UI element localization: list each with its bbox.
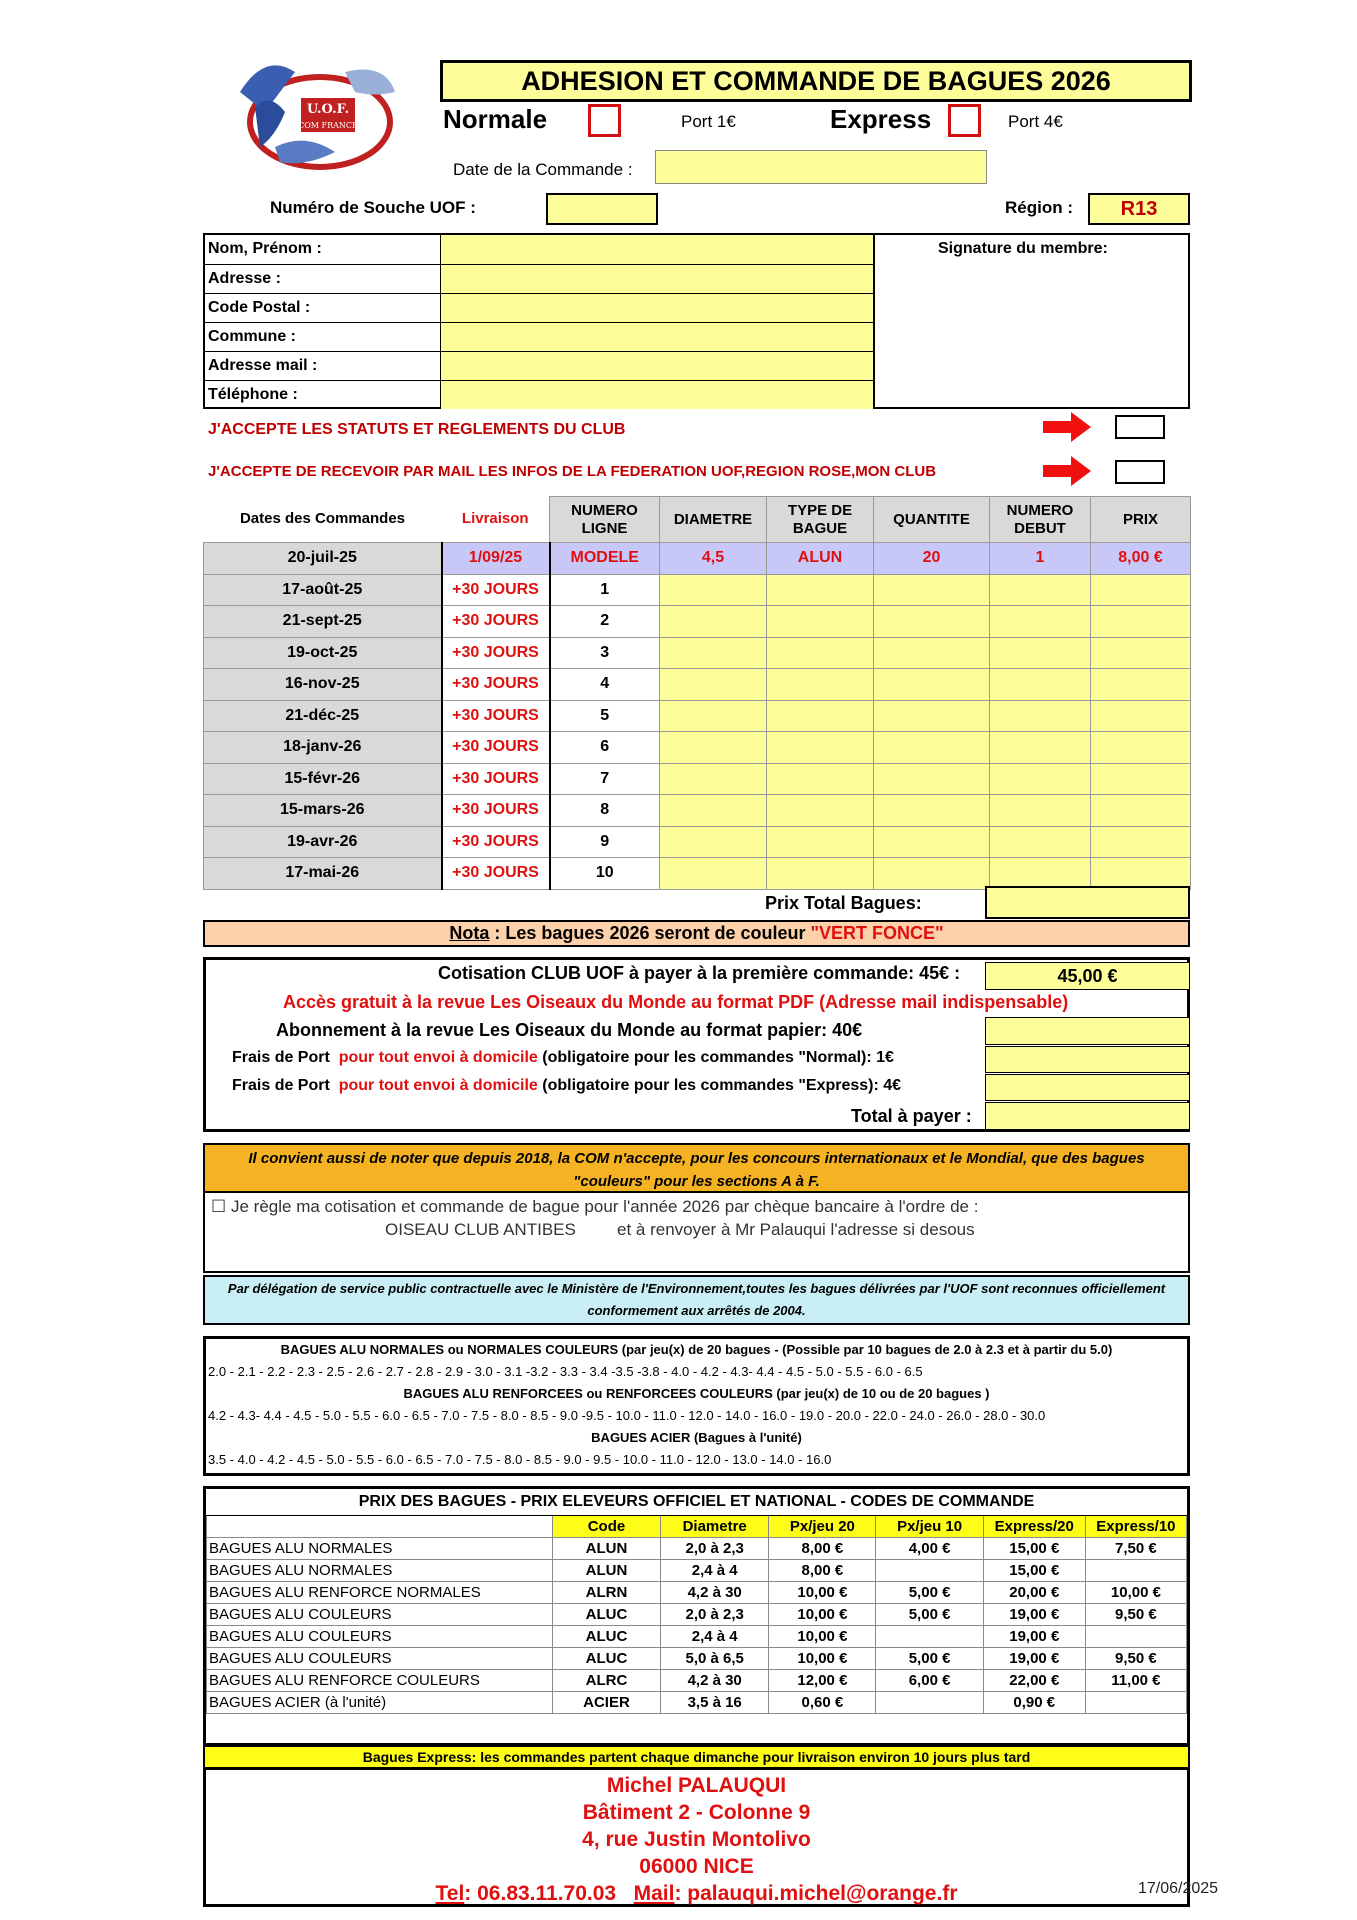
frais-label: Frais de Port bbox=[232, 1049, 330, 1066]
order-debut-input[interactable] bbox=[990, 826, 1091, 858]
order-row bbox=[204, 795, 1191, 827]
order-livraison: +30 JOURS bbox=[442, 795, 550, 827]
price-row bbox=[207, 1647, 1187, 1669]
price-express10: 10,00 € bbox=[1085, 1581, 1186, 1603]
order-livraison: +30 JOURS bbox=[442, 574, 550, 606]
region-label: Région : bbox=[1005, 198, 1073, 217]
model-type: ALUN bbox=[767, 543, 874, 575]
mail-value[interactable]: : palauqui.michel@orange.fr bbox=[674, 1882, 958, 1905]
souche-label: Numéro de Souche UOF : bbox=[270, 198, 476, 217]
order-date: 17-mai-26 bbox=[204, 858, 442, 890]
commune-label: Commune : bbox=[205, 322, 440, 351]
acces-gratuit-line: Accès gratuit à la revue Les Oiseaux du Monde au format PDF (Adresse mail indispensable) bbox=[283, 992, 1069, 1012]
price-row bbox=[207, 1581, 1187, 1603]
order-date: 18-janv-26 bbox=[204, 732, 442, 764]
express-note: Bagues Express: les commandes partent chaque dimanche pour livraison environ 10 jours plus tard bbox=[203, 1745, 1190, 1769]
order-diametre-input[interactable] bbox=[660, 574, 767, 606]
abonnement-line: Abonnement à la revue Les Oiseaux du Monde au format papier: 40€ bbox=[276, 1020, 863, 1040]
order-livraison: +30 JOURS bbox=[442, 858, 550, 890]
order-debut-input[interactable] bbox=[990, 795, 1091, 827]
price-px20: 8,00 € bbox=[769, 1559, 876, 1581]
order-ligne: 6 bbox=[550, 732, 660, 764]
order-diametre-input[interactable] bbox=[660, 763, 767, 795]
accept-statuts-checkbox[interactable] bbox=[1115, 415, 1165, 439]
price-express10 bbox=[1085, 1625, 1186, 1647]
order-type-input[interactable] bbox=[767, 795, 874, 827]
sizes-normales-list: 2.0 - 2.1 - 2.2 - 2.3 - 2.5 - 2.6 - 2.7 - 2.8 - 2.9 - 3.0 - 3.1 -3.2 - 3.3 - 3.4 -3.5 -3.8 - 4.0 - 4.2 - 4.3- 4.4 - 4.5 - 5.0 - 5.5 - 6.0 - 6.5 bbox=[208, 1364, 923, 1379]
order-ligne: 5 bbox=[550, 700, 660, 732]
order-quantite-input[interactable] bbox=[874, 606, 990, 638]
order-livraison: +30 JOURS bbox=[442, 669, 550, 701]
order-quantite-input[interactable] bbox=[874, 700, 990, 732]
prices-title: PRIX DES BAGUES - PRIX ELEVEURS OFFICIEL ET NATIONAL - CODES DE COMMANDE bbox=[207, 1489, 1187, 1515]
delegation-note: Par délégation de service public contractuelle avec le Ministère de l'Environnement,toutes les bagues délivrées par l'UOF sont reconnues officiellement conformement aux arrêtés de 2004. bbox=[203, 1275, 1190, 1325]
price-diametre: 5,0 à 6,5 bbox=[661, 1647, 769, 1669]
price-express10: 9,50 € bbox=[1085, 1647, 1186, 1669]
model-ligne: MODELE bbox=[550, 543, 660, 575]
order-date: 15-mars-26 bbox=[204, 795, 442, 827]
order-type-input[interactable] bbox=[767, 637, 874, 669]
price-name: BAGUES ALU NORMALES bbox=[207, 1559, 553, 1581]
price-diametre: 4,2 à 30 bbox=[661, 1669, 769, 1691]
nom-input[interactable] bbox=[440, 235, 874, 264]
header-numero-debut: NUMERO DEBUT bbox=[990, 497, 1091, 543]
header-numero-ligne: NUMERO LIGNE bbox=[550, 497, 660, 543]
commune-input[interactable] bbox=[440, 322, 874, 351]
model-prix: 8,00 € bbox=[1091, 543, 1191, 575]
order-quantite-input[interactable] bbox=[874, 858, 990, 890]
contact-name: Michel PALAUQUI bbox=[606, 1774, 787, 1797]
order-row bbox=[204, 669, 1191, 701]
nota-banner bbox=[203, 920, 1190, 947]
order-date: 19-oct-25 bbox=[204, 637, 442, 669]
price-row bbox=[207, 1625, 1187, 1647]
address-block bbox=[203, 1767, 1190, 1907]
address-line2: 4, rue Justin Montolivo bbox=[582, 1828, 811, 1851]
order-debut-input[interactable] bbox=[990, 700, 1091, 732]
frais-red: pour tout envoi à domicile bbox=[338, 1077, 538, 1094]
order-row bbox=[204, 763, 1191, 795]
header-quantite: QUANTITE bbox=[874, 497, 990, 543]
order-prix-input[interactable] bbox=[1091, 858, 1191, 890]
abonnement-input[interactable] bbox=[985, 1017, 1190, 1045]
order-diametre-input[interactable] bbox=[660, 700, 767, 732]
email-label: Adresse mail : bbox=[205, 351, 440, 380]
signature-area[interactable] bbox=[873, 262, 1188, 407]
address-line1: Bâtiment 2 - Colonne 9 bbox=[582, 1801, 811, 1824]
price-px20: 10,00 € bbox=[769, 1603, 876, 1625]
model-date: 20-juil-25 bbox=[204, 543, 442, 575]
footer-date: 17/06/2025 bbox=[1138, 1880, 1219, 1897]
order-livraison: +30 JOURS bbox=[442, 606, 550, 638]
prices-header-px10: Px/jeu 10 bbox=[876, 1515, 983, 1537]
frais-normal-line bbox=[232, 1049, 894, 1067]
telephone-input[interactable] bbox=[440, 380, 874, 409]
price-code: ALUC bbox=[552, 1625, 660, 1647]
order-diametre-input[interactable] bbox=[660, 826, 767, 858]
order-ligne: 7 bbox=[550, 763, 660, 795]
signature-label: Signature du membre: bbox=[938, 240, 1108, 257]
header-dates: Dates des Commandes bbox=[204, 497, 442, 543]
region-value[interactable]: R13 bbox=[1088, 193, 1190, 225]
reglement-checkbox-icon[interactable]: ☐ bbox=[211, 1197, 227, 1216]
form-title: ADHESION ET COMMANDE DE BAGUES 2026 bbox=[440, 60, 1192, 102]
price-px10: 5,00 € bbox=[876, 1581, 983, 1603]
order-ligne: 8 bbox=[550, 795, 660, 827]
order-type-input[interactable] bbox=[767, 858, 874, 890]
order-row bbox=[204, 826, 1191, 858]
price-px20: 10,00 € bbox=[769, 1647, 876, 1669]
model-diametre: 4,5 bbox=[660, 543, 767, 575]
order-prix-input[interactable] bbox=[1091, 826, 1191, 858]
model-livraison: 1/09/25 bbox=[442, 543, 550, 575]
order-prix-input[interactable] bbox=[1091, 795, 1191, 827]
order-quantite-input[interactable] bbox=[874, 732, 990, 764]
price-px10 bbox=[876, 1559, 983, 1581]
adresse-label: Adresse : bbox=[205, 264, 440, 293]
order-quantite-input[interactable] bbox=[874, 669, 990, 701]
order-debut-input[interactable] bbox=[990, 763, 1091, 795]
order-ligne: 2 bbox=[550, 606, 660, 638]
order-row bbox=[204, 700, 1191, 732]
birds-logo-icon bbox=[225, 52, 415, 174]
price-express20: 20,00 € bbox=[983, 1581, 1085, 1603]
price-px20: 0,60 € bbox=[769, 1691, 876, 1713]
souche-input[interactable] bbox=[546, 193, 658, 225]
price-code: ACIER bbox=[552, 1691, 660, 1713]
accept-infos-checkbox[interactable] bbox=[1115, 460, 1165, 484]
price-express20: 19,00 € bbox=[983, 1625, 1085, 1647]
price-name: BAGUES ALU COULEURS bbox=[207, 1625, 553, 1647]
order-diametre-input[interactable] bbox=[660, 732, 767, 764]
order-row bbox=[204, 637, 1191, 669]
price-diametre: 2,4 à 4 bbox=[661, 1625, 769, 1647]
price-diametre: 2,0 à 2,3 bbox=[661, 1537, 769, 1559]
order-type-input[interactable] bbox=[767, 700, 874, 732]
order-type-input[interactable] bbox=[767, 826, 874, 858]
couleurs-note: Il convient aussi de noter que depuis 2018, la COM n'accepte, pour les concours internationaux et le Mondial, que des bagues "couleurs" pour les sections A à F. bbox=[203, 1143, 1190, 1193]
price-express10 bbox=[1085, 1559, 1186, 1581]
express-checkbox[interactable] bbox=[948, 104, 981, 137]
order-quantite-input[interactable] bbox=[874, 826, 990, 858]
price-code: ALRC bbox=[552, 1669, 660, 1691]
price-row bbox=[207, 1603, 1187, 1625]
price-name: BAGUES ALU RENFORCE COULEURS bbox=[207, 1669, 553, 1691]
price-name: BAGUES ALU COULEURS bbox=[207, 1647, 553, 1669]
order-prix-input[interactable] bbox=[1091, 763, 1191, 795]
nota-color: "VERT FONCE" bbox=[810, 923, 944, 943]
cotisation-line: Cotisation CLUB UOF à payer à la première commande: 45€ : bbox=[438, 963, 961, 983]
date-commande-input[interactable] bbox=[655, 150, 987, 184]
order-date: 16-nov-25 bbox=[204, 669, 442, 701]
price-px20: 10,00 € bbox=[769, 1625, 876, 1647]
order-diametre-input[interactable] bbox=[660, 795, 767, 827]
svg-text:U.O.F.: U.O.F. bbox=[306, 102, 350, 117]
order-type-input[interactable] bbox=[767, 669, 874, 701]
order-row bbox=[204, 858, 1191, 890]
reglement-club: OISEAU CLUB ANTIBES bbox=[385, 1220, 576, 1239]
order-quantite-input[interactable] bbox=[874, 574, 990, 606]
price-diametre: 2,4 à 4 bbox=[661, 1559, 769, 1581]
price-row bbox=[207, 1691, 1187, 1713]
frais-label: Frais de Port bbox=[232, 1077, 330, 1094]
order-ligne: 4 bbox=[550, 669, 660, 701]
header-prix: PRIX bbox=[1091, 497, 1191, 543]
frais-express-input[interactable] bbox=[985, 1074, 1190, 1101]
order-ligne: 10 bbox=[550, 858, 660, 890]
arrow-right-icon bbox=[1043, 456, 1091, 486]
price-express10: 11,00 € bbox=[1085, 1669, 1186, 1691]
price-express20: 15,00 € bbox=[983, 1559, 1085, 1581]
prix-total-label: Prix Total Bagues: bbox=[765, 893, 922, 913]
code-postal-label: Code Postal : bbox=[205, 293, 440, 322]
order-debut-input[interactable] bbox=[990, 574, 1091, 606]
price-name: BAGUES ALU NORMALES bbox=[207, 1537, 553, 1559]
order-ligne: 9 bbox=[550, 826, 660, 858]
nota-text: : Les bagues 2026 seront de couleur bbox=[489, 923, 811, 943]
order-prix-input[interactable] bbox=[1091, 700, 1191, 732]
order-date: 15-févr-26 bbox=[204, 763, 442, 795]
header-type-bague: TYPE DE BAGUE bbox=[767, 497, 874, 543]
email-input[interactable] bbox=[440, 351, 874, 380]
price-px10 bbox=[876, 1625, 983, 1647]
nom-label: Nom, Prénom : bbox=[205, 235, 440, 264]
address-line3: 06000 NICE bbox=[639, 1855, 754, 1878]
order-date: 17-août-25 bbox=[204, 574, 442, 606]
code-postal-input[interactable] bbox=[440, 293, 874, 322]
total-label: Total à payer : bbox=[851, 1106, 972, 1126]
price-px20: 8,00 € bbox=[769, 1537, 876, 1559]
header-diametre: DIAMETRE bbox=[660, 497, 767, 543]
model-quantite: 20 bbox=[874, 543, 990, 575]
reglement-box bbox=[203, 1193, 1190, 1273]
order-row bbox=[204, 606, 1191, 638]
accept-infos-text: J'ACCEPTE DE RECEVOIR PAR MAIL LES INFOS DE LA FEDERATION UOF,REGION ROSE,MON CLUB bbox=[208, 463, 937, 480]
prices-header-express10: Express/10 bbox=[1085, 1515, 1186, 1537]
sizes-renforcees-header: BAGUES ALU RENFORCEES ou RENFORCEES COULEURS (par jeu(x) de 10 ou de 20 bagues ) bbox=[403, 1386, 990, 1401]
order-ligne: 3 bbox=[550, 637, 660, 669]
order-livraison: +30 JOURS bbox=[442, 732, 550, 764]
price-diametre: 2,0 à 2,3 bbox=[661, 1603, 769, 1625]
sizes-section bbox=[203, 1336, 1190, 1476]
order-ligne: 1 bbox=[550, 574, 660, 606]
cotisation-amount: 45,00 € bbox=[985, 962, 1190, 990]
total-input[interactable] bbox=[985, 1102, 1190, 1130]
order-diametre-input[interactable] bbox=[660, 669, 767, 701]
prices-section bbox=[203, 1486, 1190, 1746]
price-row bbox=[207, 1537, 1187, 1559]
price-express10: 9,50 € bbox=[1085, 1603, 1186, 1625]
sizes-acier-header: BAGUES ACIER (Bagues à l'unité) bbox=[591, 1430, 802, 1445]
adresse-input[interactable] bbox=[440, 264, 874, 293]
order-prix-input[interactable] bbox=[1091, 606, 1191, 638]
model-row bbox=[204, 543, 1191, 575]
price-px10: 5,00 € bbox=[876, 1647, 983, 1669]
accept-statuts-text: J'ACCEPTE LES STATUTS ET REGLEMENTS DU CLUB bbox=[208, 421, 626, 438]
model-debut: 1 bbox=[990, 543, 1091, 575]
reglement-line1: Je règle ma cotisation et commande de bague pour l'année 2026 par chèque bancaire à l'ordre de : bbox=[231, 1197, 979, 1216]
frais-express-text: (obligatoire pour les commandes "Express): 4€ bbox=[542, 1077, 902, 1094]
mail-label: Mail bbox=[633, 1882, 675, 1905]
sizes-renforcees-list: 4.2 - 4.3- 4.4 - 4.5 - 5.0 - 5.5 - 6.0 - 6.5 - 7.0 - 7.5 - 8.0 - 8.5 - 9.0 -9.5 - 10.0 - 11.0 - 12.0 - 14.0 - 16.0 - 19.0 - 20.0 - 22.0 - 24.0 - 26.0 - 28.0 - 30.0 bbox=[208, 1408, 1046, 1423]
order-date: 19-avr-26 bbox=[204, 826, 442, 858]
sizes-acier-list: 3.5 - 4.0 - 4.2 - 4.5 - 5.0 - 5.5 - 6.0 - 6.5 - 7.0 - 7.5 - 8.0 - 8.5 - 9.0 - 9.5 - 10.0 - 11.0 - 12.0 - 13.0 - 14.0 - 16.0 bbox=[208, 1452, 832, 1467]
price-express10 bbox=[1085, 1691, 1186, 1713]
price-code: ALUN bbox=[552, 1559, 660, 1581]
order-date: 21-sept-25 bbox=[204, 606, 442, 638]
price-diametre: 4,2 à 30 bbox=[661, 1581, 769, 1603]
sizes-normales-header: BAGUES ALU NORMALES ou NORMALES COULEURS (par jeu(x) de 20 bagues - (Possible par 10 bagues de 2.0 à 2.3 et à partir du 5.0) bbox=[280, 1342, 1113, 1357]
price-name: BAGUES ALU RENFORCE NORMALES bbox=[207, 1581, 553, 1603]
price-row bbox=[207, 1669, 1187, 1691]
prices-header-diametre: Diametre bbox=[661, 1515, 769, 1537]
price-px20: 10,00 € bbox=[769, 1581, 876, 1603]
normale-checkbox[interactable] bbox=[588, 104, 621, 137]
reglement-line2: et à renvoyer à Mr Palauqui l'adresse si desous bbox=[617, 1220, 975, 1239]
price-px10 bbox=[876, 1691, 983, 1713]
order-quantite-input[interactable] bbox=[874, 637, 990, 669]
order-livraison: +30 JOURS bbox=[442, 826, 550, 858]
order-debut-input[interactable] bbox=[990, 669, 1091, 701]
frais-normal-text: (obligatoire pour les commandes "Normal): 1€ bbox=[542, 1049, 894, 1066]
frais-normal-input[interactable] bbox=[985, 1046, 1190, 1073]
order-diametre-input[interactable] bbox=[660, 858, 767, 890]
prices-header-express20: Express/20 bbox=[983, 1515, 1085, 1537]
order-livraison: +30 JOURS bbox=[442, 637, 550, 669]
order-debut-input[interactable] bbox=[990, 732, 1091, 764]
uof-logo bbox=[225, 52, 415, 174]
prices-table bbox=[206, 1489, 1187, 1714]
frais-red: pour tout envoi à domicile bbox=[338, 1049, 538, 1066]
order-date: 21-déc-25 bbox=[204, 700, 442, 732]
price-code: ALRN bbox=[552, 1581, 660, 1603]
order-type-input[interactable] bbox=[767, 763, 874, 795]
orders-table bbox=[203, 496, 1191, 890]
price-name: BAGUES ALU COULEURS bbox=[207, 1603, 553, 1625]
express-label: Express bbox=[830, 104, 932, 134]
prices-header-code: Code bbox=[552, 1515, 660, 1537]
nota-label: Nota bbox=[449, 923, 490, 943]
tel-value[interactable]: : 06.83.11.70.03 bbox=[464, 1882, 617, 1905]
price-px20: 12,00 € bbox=[769, 1669, 876, 1691]
prices-header-empty bbox=[207, 1515, 553, 1537]
order-livraison: +30 JOURS bbox=[442, 763, 550, 795]
order-prix-input[interactable] bbox=[1091, 732, 1191, 764]
contact-line bbox=[206, 1880, 1187, 1907]
frais-express-line bbox=[232, 1077, 901, 1095]
order-prix-input[interactable] bbox=[1091, 574, 1191, 606]
price-express20: 22,00 € bbox=[983, 1669, 1085, 1691]
price-express20: 19,00 € bbox=[983, 1603, 1085, 1625]
price-code: ALUC bbox=[552, 1647, 660, 1669]
date-commande-label: Date de la Commande : bbox=[453, 160, 633, 179]
svg-text:COM FRANCE: COM FRANCE bbox=[298, 121, 358, 130]
order-type-input[interactable] bbox=[767, 574, 874, 606]
price-express20: 19,00 € bbox=[983, 1647, 1085, 1669]
order-quantite-input[interactable] bbox=[874, 763, 990, 795]
price-px10: 6,00 € bbox=[876, 1669, 983, 1691]
normale-label: Normale bbox=[443, 104, 548, 134]
arrow-right-icon bbox=[1043, 412, 1091, 442]
order-type-input[interactable] bbox=[767, 606, 874, 638]
price-diametre: 3,5 à 16 bbox=[661, 1691, 769, 1713]
order-debut-input[interactable] bbox=[990, 858, 1091, 890]
normale-port: Port 1€ bbox=[681, 112, 736, 131]
order-debut-input[interactable] bbox=[990, 606, 1091, 638]
telephone-label: Téléphone : bbox=[205, 380, 440, 409]
order-quantite-input[interactable] bbox=[874, 795, 990, 827]
price-express20: 15,00 € bbox=[983, 1537, 1085, 1559]
price-express20: 0,90 € bbox=[983, 1691, 1085, 1713]
order-type-input[interactable] bbox=[767, 732, 874, 764]
price-code: ALUN bbox=[552, 1537, 660, 1559]
prix-total-input[interactable] bbox=[985, 886, 1190, 919]
order-row bbox=[204, 732, 1191, 764]
price-code: ALUC bbox=[552, 1603, 660, 1625]
tel-label: Tel bbox=[435, 1882, 465, 1905]
order-diametre-input[interactable] bbox=[660, 637, 767, 669]
price-express10: 7,50 € bbox=[1085, 1537, 1186, 1559]
price-name: BAGUES ACIER (à l'unité) bbox=[207, 1691, 553, 1713]
order-prix-input[interactable] bbox=[1091, 669, 1191, 701]
order-prix-input[interactable] bbox=[1091, 637, 1191, 669]
order-debut-input[interactable] bbox=[990, 637, 1091, 669]
price-px10: 5,00 € bbox=[876, 1603, 983, 1625]
order-row bbox=[204, 574, 1191, 606]
price-px10: 4,00 € bbox=[876, 1537, 983, 1559]
order-diametre-input[interactable] bbox=[660, 606, 767, 638]
express-port: Port 4€ bbox=[1008, 112, 1063, 131]
order-livraison: +30 JOURS bbox=[442, 700, 550, 732]
header-livraison: Livraison bbox=[442, 497, 550, 543]
price-row bbox=[207, 1559, 1187, 1581]
prices-header-px20: Px/jeu 20 bbox=[769, 1515, 876, 1537]
